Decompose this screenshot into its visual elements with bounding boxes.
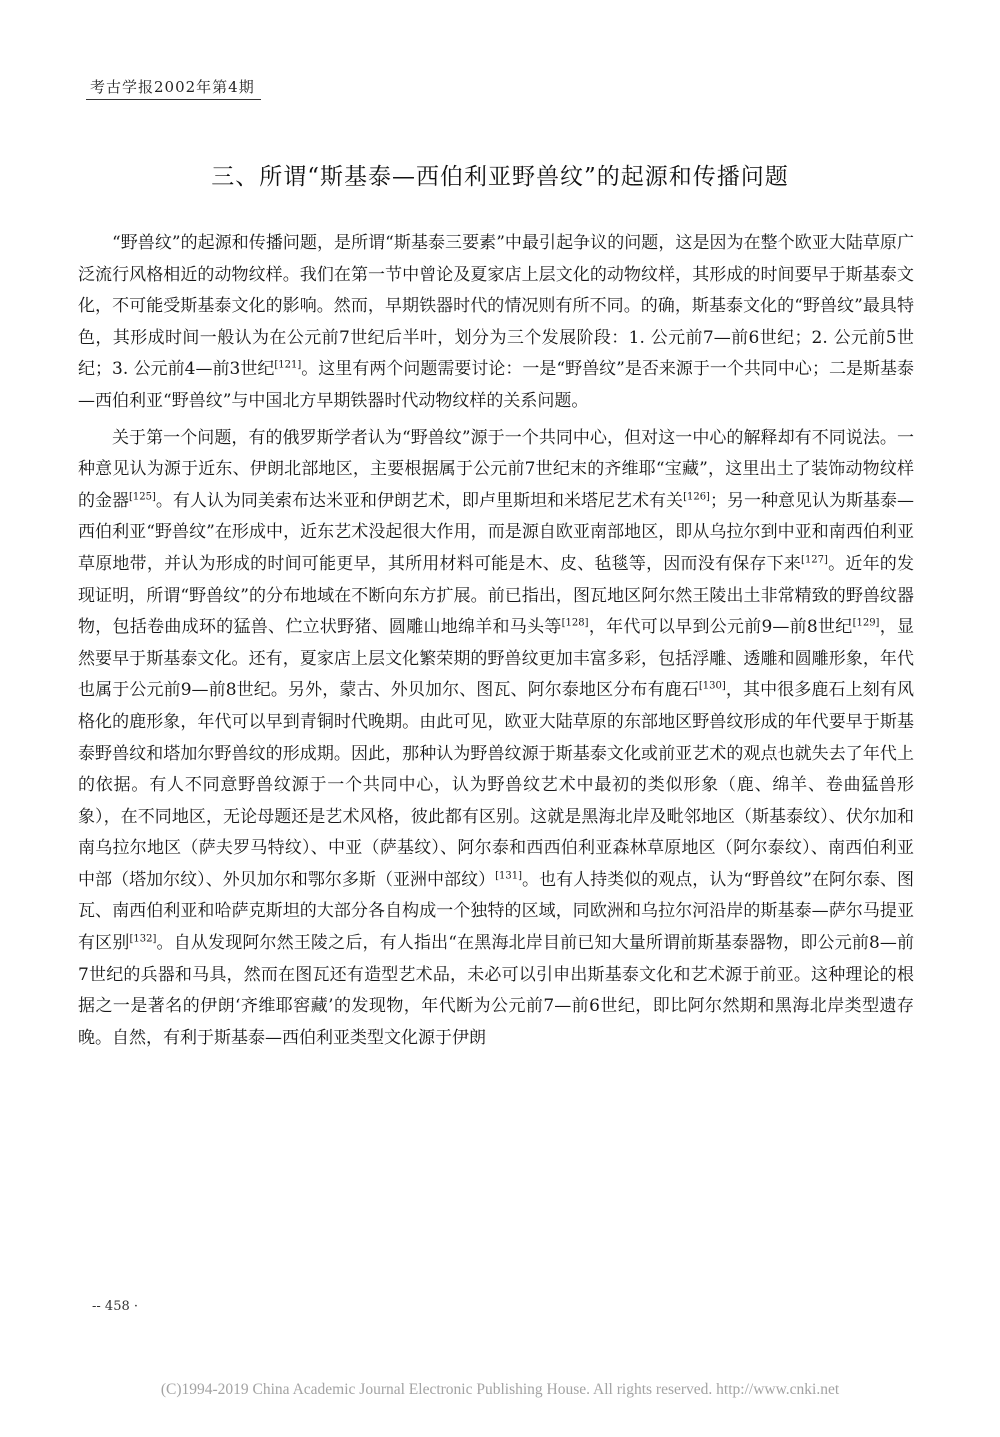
paragraph-1 (78, 228, 914, 418)
page-number-value: 458 (104, 1299, 130, 1314)
text-run: 关于第一个问题，有的俄罗斯学者认为“野兽纹”源于一个共同中心，但对这一中心的解释却有不同说法。一种意见认为源于近东、伊朗北部地区，主要根据属于公元前7世纪末的齐维耶“宝藏”，这里出土了装饰动物纹样的金器 (78, 427, 914, 511)
footnote-ref: [131] (495, 870, 523, 882)
footnote-ref: [126] (683, 491, 710, 503)
text-run: ，年代可以早到公元前9—前8世纪 (588, 617, 853, 638)
text-run: 。近年的发现证明，所谓“野兽纹”的分布地域在不断向东方扩展。前已指出，图瓦地区阿尔然王陵出土非常精致的野兽纹器物，包括卷曲成环的猛兽、伫立状野猪、圆雕山地绵羊和马头等 (78, 553, 915, 638)
body-text (78, 228, 914, 1054)
footnote-ref: [125] (129, 491, 156, 503)
text-run: ，其中很多鹿石上刻有风格化的鹿形象，年代可以早到青铜时代晚期。由此可见，欧亚大陆草原的东部地区野兽纹形成的年代要早于斯基泰野兽纹和塔加尔野兽纹的形成期。因此，那种认为野兽纹源于斯基泰文化或前亚艺术的观点也就失去了年代上的依据。有人不同意野兽纹源于一个共同中心，认为野兽纹艺术中最初的类似形象（鹿、绵羊、卷曲猛兽形象），在不同地区，无论母题还是艺术风格，彼此都有区别。这就是黑海北岸及毗邻地区（斯基泰纹）、伏尔加和南乌拉尔地区（萨夫罗马特纹）、中亚（萨基纹）、阿尔泰和西西伯利亚森林草原地区（阿尔泰纹）、南西伯利亚中部（塔加尔纹）、外贝加尔和鄂尔多斯（亚洲中部纹） (78, 680, 914, 890)
section-title: 三、所谓“斯基泰—西伯利亚野兽纹”的起源和传播问题 (211, 164, 789, 190)
footnote-ref: [132] (129, 933, 157, 945)
text-run: 。也有人持类似的观点，认为“野兽纹”在阿尔泰、图瓦、南西伯利亚和哈萨克斯坦的大部分各自构成一个独特的区域，同欧洲和乌拉尔河沿岸的斯基泰—萨尔马提亚有区别 (78, 869, 914, 954)
text-run: ，显然要早于斯基泰文化。还有，夏家店上层文化繁荣期的野兽纹更加丰富多彩，包括浮雕、透雕和圆雕形象，年代也属于公元前9—前8世纪。另外，蒙古、外贝加尔、图瓦、阿尔泰地区分布有鹿石 (78, 617, 914, 701)
running-header: 考古学报2002年第4期 (86, 76, 261, 100)
footnote-ref: [129] (852, 617, 880, 629)
text-run: “野兽纹”的起源和传播问题，是所谓“斯基泰三要素”中最引起争议的问题，这是因为在整个欧亚大陆草原广泛流行风格相近的动物纹样。我们在第一节中曾论及夏家店上层文化的动物纹样，其形成的时间要早于斯基泰文化，不可能受斯基泰文化的影响。然而，早期铁器时代的情况则有所不同。的确，斯基泰文化的“野兽纹”最具特色，其形成时间一般认为在公元前7世纪后半叶，划分为三个发展阶段：1. 公元前7—前6世纪；2. 公元前5世纪；3. 公元前4—前3世纪 (78, 233, 914, 380)
footnote-ref: [121] (274, 359, 302, 371)
footnote-ref: [127] (801, 554, 828, 566)
text-run: 。这里有两个问题需要讨论：一是“野兽纹”是否来源于一个共同中心；二是斯基泰—西伯利亚“野兽纹”与中国北方早期铁器时代动物纹样的关系问题。 (78, 359, 914, 411)
text-run: 。自从发现阿尔然王陵之后，有人指出“在黑海北岸目前已知大量所谓前斯基泰器物，即公元前8—前7世纪的兵器和马具，然而在图瓦还有造型艺术品，未必可以引申出斯基泰文化和艺术源于前亚。这种理论的根据之一是著名的伊朗‘齐维耶窖藏’的发现物，年代断为公元前7—前6世纪，即比阿尔然期和黑海北岸类型遗存晚。自然，有利于斯基泰—西伯利亚类型文化源于伊朗 (78, 933, 915, 1048)
copyright-notice: (C)1994-2019 China Academic Journal Electronic Publishing House. All rights reserved. http://www.cnki.net (160, 1381, 840, 1398)
text-run: 。有人认为同美索布达米亚和伊朗艺术，即卢里斯坦和米塔尼艺术有关 (155, 490, 684, 511)
paragraph-2 (78, 423, 914, 1055)
text-run: ；另一种意见认为斯基泰—西伯利亚“野兽纹”在形成中，近东艺术没起很大作用，而是源自欧亚南部地区，即从乌拉尔到中亚和南西伯利亚草原地带，并认为形成的时间可能更早，其所用材料可能是木、皮、毡毯等，因而没有保存下来 (78, 490, 915, 574)
footnote-ref: [128] (561, 617, 589, 629)
footnote-ref: [130] (698, 680, 726, 692)
page-number: -- 458 · (92, 1299, 139, 1314)
